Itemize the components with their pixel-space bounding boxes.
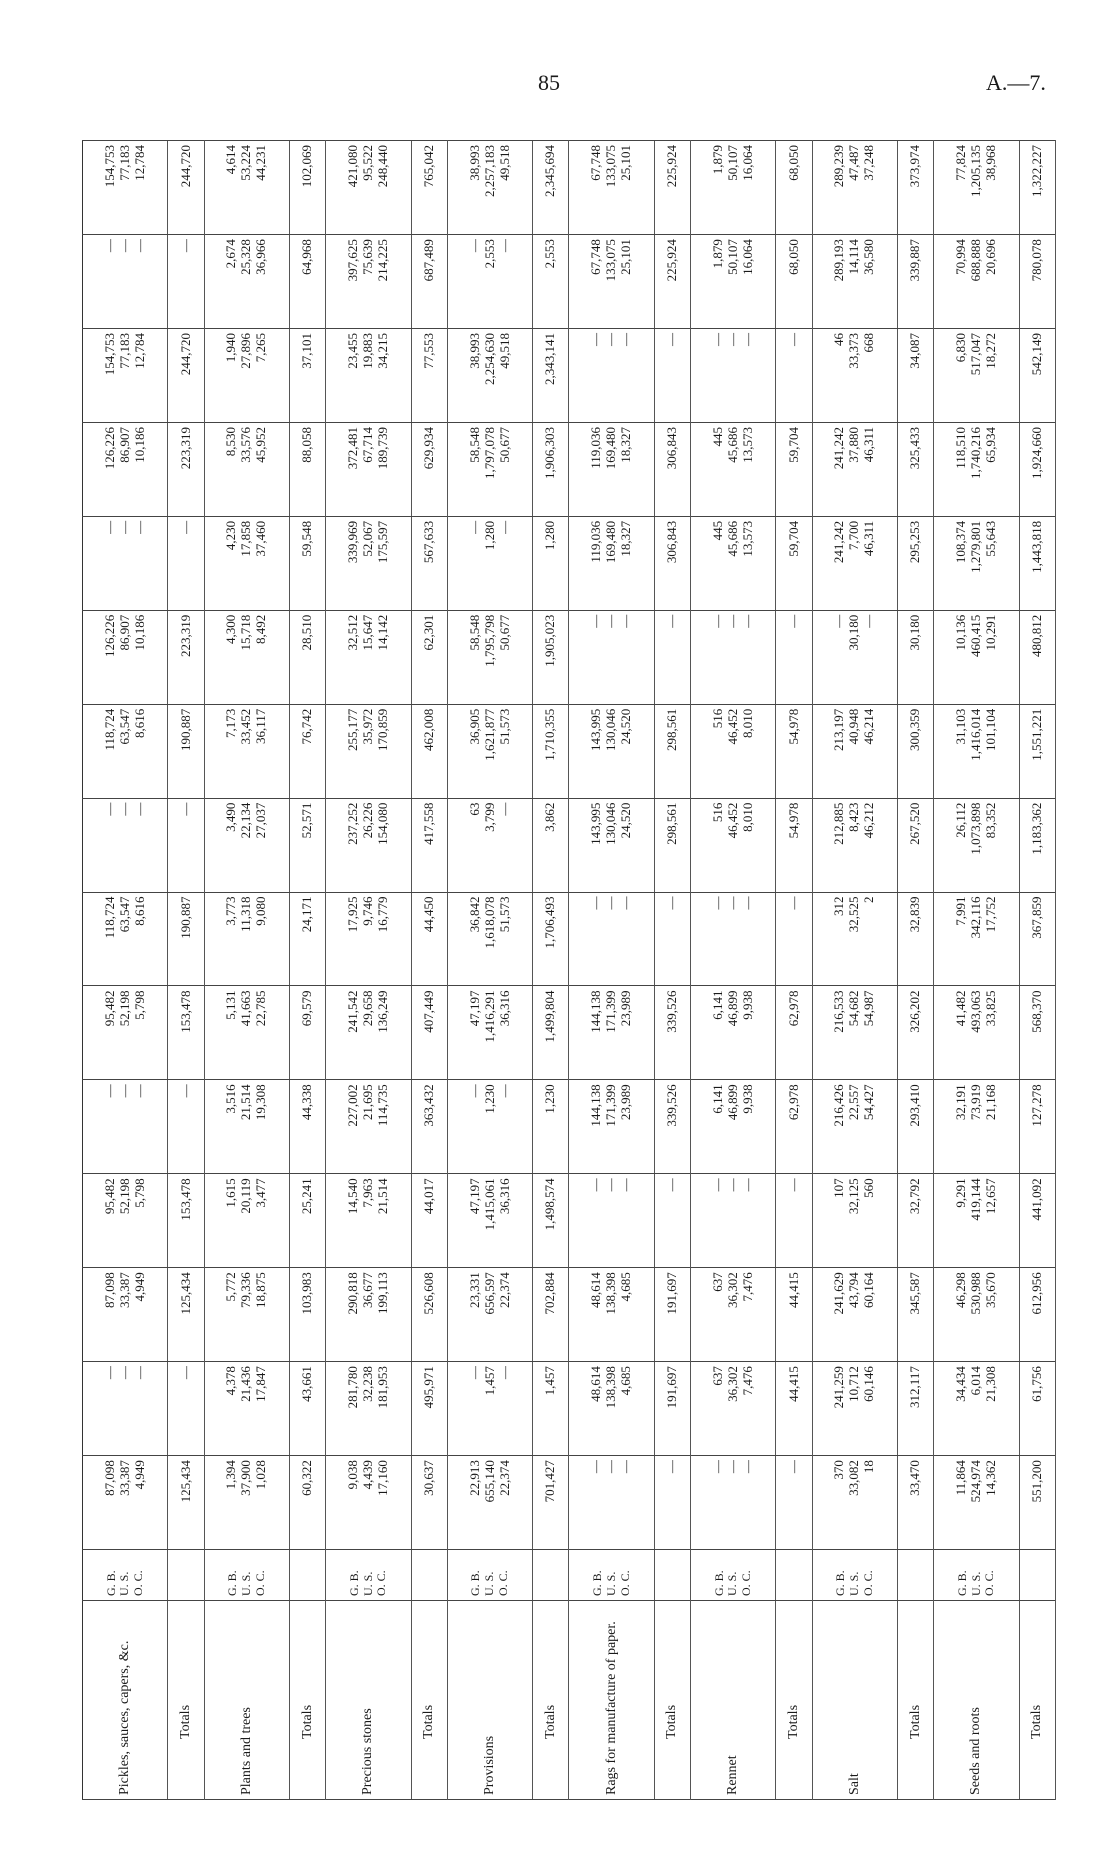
value-cell: — [654,1174,690,1268]
value-cell: 339,526 [654,1080,690,1174]
value-cell: — — — [691,1174,776,1268]
value-cell: 52,571 [290,798,326,892]
value-cell: 191,697 [654,1362,690,1456]
value-cell: 8,530 33,576 45,952 [204,422,289,516]
value-cell: 23,455 19,883 34,215 [326,329,411,423]
value-cell: 312 32,525 2 [812,892,897,986]
value-cell: 88,058 [290,422,326,516]
value-cell: 445 45,686 13,573 [691,516,776,610]
value-cell: 225,924 [654,141,690,235]
value-cell: 118,724 63,547 8,616 [83,892,168,986]
value-cell: 67,748 133,075 25,101 [569,235,654,329]
value-cell: 9,038 4,439 17,160 [326,1456,411,1550]
value-cell: 103,983 [290,1268,326,1362]
country-codes: G. B. U. S. O. C. [204,1550,289,1601]
country-codes: G. B. U. S. O. C. [326,1550,411,1601]
value-cell: 36,905 1,621,877 51,573 [447,704,532,798]
item-label: Seeds and roots [934,1601,1019,1800]
value-cell: 295,253 [898,516,934,610]
value-cell: 306,843 [654,422,690,516]
table-row [204,141,289,1800]
value-cell: 108,374 1,279,801 55,643 [934,516,1019,610]
value-cell: 241,542 29,658 136,249 [326,986,411,1080]
value-cell: 62,301 [411,610,447,704]
value-cell: 462,008 [411,704,447,798]
value-cell: 1,940 27,896 7,265 [204,329,289,423]
value-cell: 2,674 25,328 36,966 [204,235,289,329]
value-cell: 3,490 22,134 27,037 [204,798,289,892]
value-cell: 629,934 [411,422,447,516]
value-cell: 216,533 54,682 54,987 [812,986,897,1080]
value-cell: 542,149 [1019,329,1055,423]
value-cell: 76,742 [290,704,326,798]
value-cell: 125,434 [168,1268,204,1362]
value-cell: 68,050 [776,141,812,235]
value-cell: 326,202 [898,986,934,1080]
value-cell: 637 36,302 7,476 [691,1362,776,1456]
value-cell: 69,579 [290,986,326,1080]
value-cell: 32,512 15,647 14,142 [326,610,411,704]
value-cell: 125,434 [168,1456,204,1550]
value-cell: 17,925 9,746 16,779 [326,892,411,986]
item-label: Rennet [691,1601,776,1800]
country-codes: G. B. U. S. O. C. [447,1550,532,1601]
country-codes [776,1550,812,1601]
value-cell: 290,818 36,677 199,113 [326,1268,411,1362]
value-cell: 516 46,452 8,010 [691,704,776,798]
value-cell: 421,080 95,522 248,440 [326,141,411,235]
value-cell: 1,905,023 [533,610,569,704]
value-cell: 213,197 40,948 46,214 [812,704,897,798]
value-cell: 9,291 419,144 12,657 [934,1174,1019,1268]
value-cell: 370 33,082 18 [812,1456,897,1550]
value-cell: 289,239 47,487 37,248 [812,141,897,235]
value-cell: 225,924 [654,235,690,329]
value-cell: 59,704 [776,422,812,516]
value-cell: 54,978 [776,704,812,798]
value-cell: 339,526 [654,986,690,1080]
value-cell: 1,906,303 [533,422,569,516]
country-codes [533,1550,569,1601]
value-cell: 4,300 15,718 8,492 [204,610,289,704]
value-cell: 33,470 [898,1456,934,1550]
value-cell: 2,343,141 [533,329,569,423]
item-label: Totals [168,1601,204,1800]
value-cell: 1,879 50,107 16,064 [691,141,776,235]
value-cell: 5,131 41,663 22,785 [204,986,289,1080]
value-cell: 58,548 1,795,798 50,677 [447,610,532,704]
value-cell: 190,887 [168,892,204,986]
value-cell: 63 3,799 — [447,798,532,892]
totals-row [776,141,812,1800]
value-cell: 780,078 [1019,235,1055,329]
value-cell: 62,978 [776,1080,812,1174]
value-cell: 25,241 [290,1174,326,1268]
value-cell: — — — [691,329,776,423]
value-cell: 325,433 [898,422,934,516]
value-cell: 44,415 [776,1268,812,1362]
value-cell: 480,812 [1019,610,1055,704]
value-cell: — — — [569,329,654,423]
value-cell: 31,103 1,416,014 101,104 [934,704,1019,798]
value-cell: 30,180 [898,610,934,704]
value-cell: 372,481 67,714 189,739 [326,422,411,516]
value-cell: 241,242 7,700 46,311 [812,516,897,610]
value-cell: 23,331 656,597 22,374 [447,1268,532,1362]
value-cell: 4,230 17,858 37,460 [204,516,289,610]
value-cell: 445 45,686 13,573 [691,422,776,516]
value-cell: 241,629 43,794 60,164 [812,1268,897,1362]
rotated-table-container [82,140,1056,1800]
value-cell: 34,087 [898,329,934,423]
value-cell: 1,280 [533,516,569,610]
item-label: Totals [290,1601,326,1800]
value-cell: — [776,1174,812,1268]
value-cell: 1,551,221 [1019,704,1055,798]
value-cell: — — — [691,1456,776,1550]
value-cell: 153,478 [168,986,204,1080]
trade-table-frame [82,140,1056,1800]
country-codes [1019,1550,1055,1601]
table-row [691,141,776,1800]
value-cell: 126,226 86,907 10,186 [83,610,168,704]
value-cell: 87,098 33,387 4,949 [83,1456,168,1550]
value-cell: 64,968 [290,235,326,329]
item-label: Totals [654,1601,690,1800]
value-cell: — 30,180 — [812,610,897,704]
value-cell: 59,548 [290,516,326,610]
value-cell: 34,434 6,014 21,308 [934,1362,1019,1456]
value-cell: 32,792 [898,1174,934,1268]
value-cell: 154,753 77,183 12,784 [83,329,168,423]
value-cell: 227,002 21,695 114,735 [326,1080,411,1174]
value-cell: 339,969 52,067 175,597 [326,516,411,610]
value-cell: 95,482 52,198 5,798 [83,986,168,1080]
country-codes [290,1550,326,1601]
value-cell: 212,885 8,423 46,212 [812,798,897,892]
value-cell: 612,956 [1019,1268,1055,1362]
value-cell: 10,136 460,415 10,291 [934,610,1019,704]
value-cell: 95,482 52,198 5,798 [83,1174,168,1268]
value-cell: 144,138 171,399 23,989 [569,1080,654,1174]
country-codes [411,1550,447,1601]
value-cell: 143,995 130,046 24,520 [569,798,654,892]
value-cell: 1,230 [533,1080,569,1174]
value-cell: 244,720 [168,329,204,423]
value-cell: 48,614 138,398 4,685 [569,1362,654,1456]
value-cell: 568,370 [1019,986,1055,1080]
value-cell: 28,510 [290,610,326,704]
item-label: Totals [776,1601,812,1800]
value-cell: — [168,1080,204,1174]
value-cell: 3,862 [533,798,569,892]
value-cell: — — — [83,1080,168,1174]
table-row [569,141,654,1800]
totals-row [533,141,569,1800]
value-cell: 7,173 33,452 36,117 [204,704,289,798]
value-cell: 36,842 1,618,078 51,573 [447,892,532,986]
value-cell: 47,197 1,416,291 36,316 [447,986,532,1080]
value-cell: 77,553 [411,329,447,423]
value-cell: — — — [83,1362,168,1456]
value-cell: 46,298 530,988 35,670 [934,1268,1019,1362]
value-cell: 44,338 [290,1080,326,1174]
value-cell: 154,753 77,183 12,784 [83,141,168,235]
item-label: Plants and trees [204,1601,289,1800]
value-cell: 119,036 169,480 18,327 [569,516,654,610]
value-cell: 417,558 [411,798,447,892]
value-cell: — — — [691,892,776,986]
value-cell: 24,171 [290,892,326,986]
value-cell: 41,482 493,063 33,825 [934,986,1019,1080]
item-label: Salt [812,1601,897,1800]
value-cell: 143,995 130,046 24,520 [569,704,654,798]
value-cell: 300,359 [898,704,934,798]
value-cell: 58,548 1,797,078 50,677 [447,422,532,516]
country-codes [654,1550,690,1601]
page-reference: A.—7. [986,70,1046,95]
value-cell: 3,516 21,514 19,308 [204,1080,289,1174]
value-cell: 44,415 [776,1362,812,1456]
value-cell: 43,661 [290,1362,326,1456]
value-cell: 118,724 63,547 8,616 [83,704,168,798]
value-cell: 1,706,493 [533,892,569,986]
value-cell: 495,971 [411,1362,447,1456]
value-cell: 289,193 14,114 36,580 [812,235,897,329]
value-cell: 765,042 [411,141,447,235]
value-cell: 255,177 35,972 170,859 [326,704,411,798]
value-cell: 241,242 37,880 46,311 [812,422,897,516]
value-cell: 107 32,125 560 [812,1174,897,1268]
value-cell: — — — [83,516,168,610]
value-cell: 1,710,355 [533,704,569,798]
value-cell: 44,450 [411,892,447,986]
value-cell: 5,772 79,336 18,875 [204,1268,289,1362]
value-cell: 293,410 [898,1080,934,1174]
value-cell: 281,780 32,238 181,953 [326,1362,411,1456]
table-row [812,141,897,1800]
value-cell: — [654,329,690,423]
value-cell: — [168,516,204,610]
value-cell: 22,913 655,140 22,374 [447,1456,532,1550]
value-cell: 37,101 [290,329,326,423]
value-cell: 1,924,660 [1019,422,1055,516]
value-cell: — — — [569,1174,654,1268]
value-cell: 1,183,362 [1019,798,1055,892]
value-cell: 701,427 [533,1456,569,1550]
value-cell: — [776,610,812,704]
value-cell: 119,036 169,480 18,327 [569,422,654,516]
value-cell: 38,993 2,254,630 49,518 [447,329,532,423]
value-cell: 306,843 [654,516,690,610]
value-cell: 38,993 2,257,183 49,518 [447,141,532,235]
value-cell: — [776,1456,812,1550]
value-cell: 1,879 50,107 16,064 [691,235,776,329]
totals-row [1019,141,1055,1800]
value-cell: 127,278 [1019,1080,1055,1174]
value-cell: 54,978 [776,798,812,892]
value-cell: 223,319 [168,422,204,516]
value-cell: 77,824 1,205,135 38,968 [934,141,1019,235]
page-number: 85 [538,70,560,95]
value-cell: — — — [83,235,168,329]
value-cell: 4,378 21,436 17,847 [204,1362,289,1456]
value-cell: — [776,892,812,986]
value-cell: 1,443,818 [1019,516,1055,610]
totals-row [168,141,204,1800]
value-cell: — 1,280 — [447,516,532,610]
value-cell: 241,259 10,712 60,146 [812,1362,897,1456]
value-cell: 48,614 138,398 4,685 [569,1268,654,1362]
value-cell: 298,561 [654,704,690,798]
value-cell: 237,252 26,226 154,080 [326,798,411,892]
value-cell: 363,432 [411,1080,447,1174]
value-cell: 244,720 [168,141,204,235]
value-cell: 3,773 11,318 9,080 [204,892,289,986]
value-cell: 67,748 133,075 25,101 [569,141,654,235]
value-cell: 60,322 [290,1456,326,1550]
value-cell: 30,637 [411,1456,447,1550]
item-label: Totals [898,1601,934,1800]
table-row [447,141,532,1800]
trade-statistics-table [82,140,1056,1800]
country-codes: G. B. U. S. O. C. [83,1550,168,1601]
value-cell: 4,614 53,224 44,231 [204,141,289,235]
value-cell: 14,540 7,963 21,514 [326,1174,411,1268]
value-cell: — [654,892,690,986]
value-cell: 191,697 [654,1268,690,1362]
value-cell: 26,112 1,073,898 83,352 [934,798,1019,892]
country-codes: G. B. U. S. O. C. [812,1550,897,1601]
value-cell: 46 33,373 668 [812,329,897,423]
value-cell: 441,092 [1019,1174,1055,1268]
value-cell: — [776,329,812,423]
value-cell: 62,978 [776,986,812,1080]
item-label: Pickles, sauces, capers, &c. [83,1601,168,1800]
value-cell: 144,138 171,399 23,989 [569,986,654,1080]
value-cell: 153,478 [168,1174,204,1268]
value-cell: 216,426 22,557 54,427 [812,1080,897,1174]
value-cell: 2,553 [533,235,569,329]
value-cell: 61,756 [1019,1362,1055,1456]
totals-row [290,141,326,1800]
value-cell: 1,498,574 [533,1174,569,1268]
value-cell: — 1,457 — [447,1362,532,1456]
value-cell: 11,864 524,974 14,362 [934,1456,1019,1550]
value-cell: 345,587 [898,1268,934,1362]
value-cell: — — — [569,610,654,704]
value-cell: — — — [569,1456,654,1550]
value-cell: 59,704 [776,516,812,610]
item-label: Totals [1019,1601,1055,1800]
value-cell: 637 36,302 7,476 [691,1268,776,1362]
table-row [83,141,168,1800]
value-cell: 373,974 [898,141,934,235]
table-row [934,141,1019,1800]
value-cell: 1,499,804 [533,986,569,1080]
value-cell: — 1,230 — [447,1080,532,1174]
value-cell: 1,457 [533,1362,569,1456]
value-cell: 32,191 73,919 21,168 [934,1080,1019,1174]
value-cell: 267,520 [898,798,934,892]
value-cell: — — — [569,892,654,986]
value-cell: 1,394 37,900 1,028 [204,1456,289,1550]
item-label: Rags for manufacture of paper. [569,1601,654,1800]
value-cell: — [654,1456,690,1550]
value-cell: 1,615 20,119 3,477 [204,1174,289,1268]
country-codes [898,1550,934,1601]
value-cell: 687,489 [411,235,447,329]
value-cell: 32,839 [898,892,934,986]
country-codes: G. B. U. S. O. C. [934,1550,1019,1601]
value-cell: 7,991 342,116 17,752 [934,892,1019,986]
value-cell: 407,449 [411,986,447,1080]
value-cell: 6,141 46,899 9,938 [691,986,776,1080]
country-codes [168,1550,204,1601]
value-cell: 567,633 [411,516,447,610]
value-cell: 367,859 [1019,892,1055,986]
value-cell: 1,322,227 [1019,141,1055,235]
value-cell: 516 46,452 8,010 [691,798,776,892]
value-cell: 526,608 [411,1268,447,1362]
value-cell: 223,319 [168,610,204,704]
country-codes: G. B. U. S. O. C. [691,1550,776,1601]
value-cell: — [168,798,204,892]
totals-row [898,141,934,1800]
value-cell: 298,561 [654,798,690,892]
value-cell: 102,069 [290,141,326,235]
table-row [326,141,411,1800]
value-cell: 2,345,694 [533,141,569,235]
item-label: Provisions [447,1601,532,1800]
value-cell: — [654,610,690,704]
country-codes: G. B. U. S. O. C. [569,1550,654,1601]
value-cell: 44,017 [411,1174,447,1268]
value-cell: 551,200 [1019,1456,1055,1550]
value-cell: 702,884 [533,1268,569,1362]
value-cell: 339,887 [898,235,934,329]
value-cell: 397,625 75,639 214,225 [326,235,411,329]
value-cell: 126,226 86,907 10,186 [83,422,168,516]
item-label: Totals [411,1601,447,1800]
value-cell: 312,117 [898,1362,934,1456]
value-cell: — 2,553 — [447,235,532,329]
value-cell: — — — [691,610,776,704]
item-label: Precious stones [326,1601,411,1800]
value-cell: 68,050 [776,235,812,329]
value-cell: 47,197 1,415,061 36,316 [447,1174,532,1268]
value-cell: 70,994 688,888 20,696 [934,235,1019,329]
value-cell: — [168,1362,204,1456]
value-cell: 190,887 [168,704,204,798]
totals-row [654,141,690,1800]
value-cell: — [168,235,204,329]
value-cell: — — — [83,798,168,892]
item-label: Totals [533,1601,569,1800]
value-cell: 87,098 33,387 4,949 [83,1268,168,1362]
totals-row [411,141,447,1800]
value-cell: 6,830 517,047 18,272 [934,329,1019,423]
value-cell: 118,510 1,740,216 65,934 [934,422,1019,516]
value-cell: 6,141 46,899 9,938 [691,1080,776,1174]
